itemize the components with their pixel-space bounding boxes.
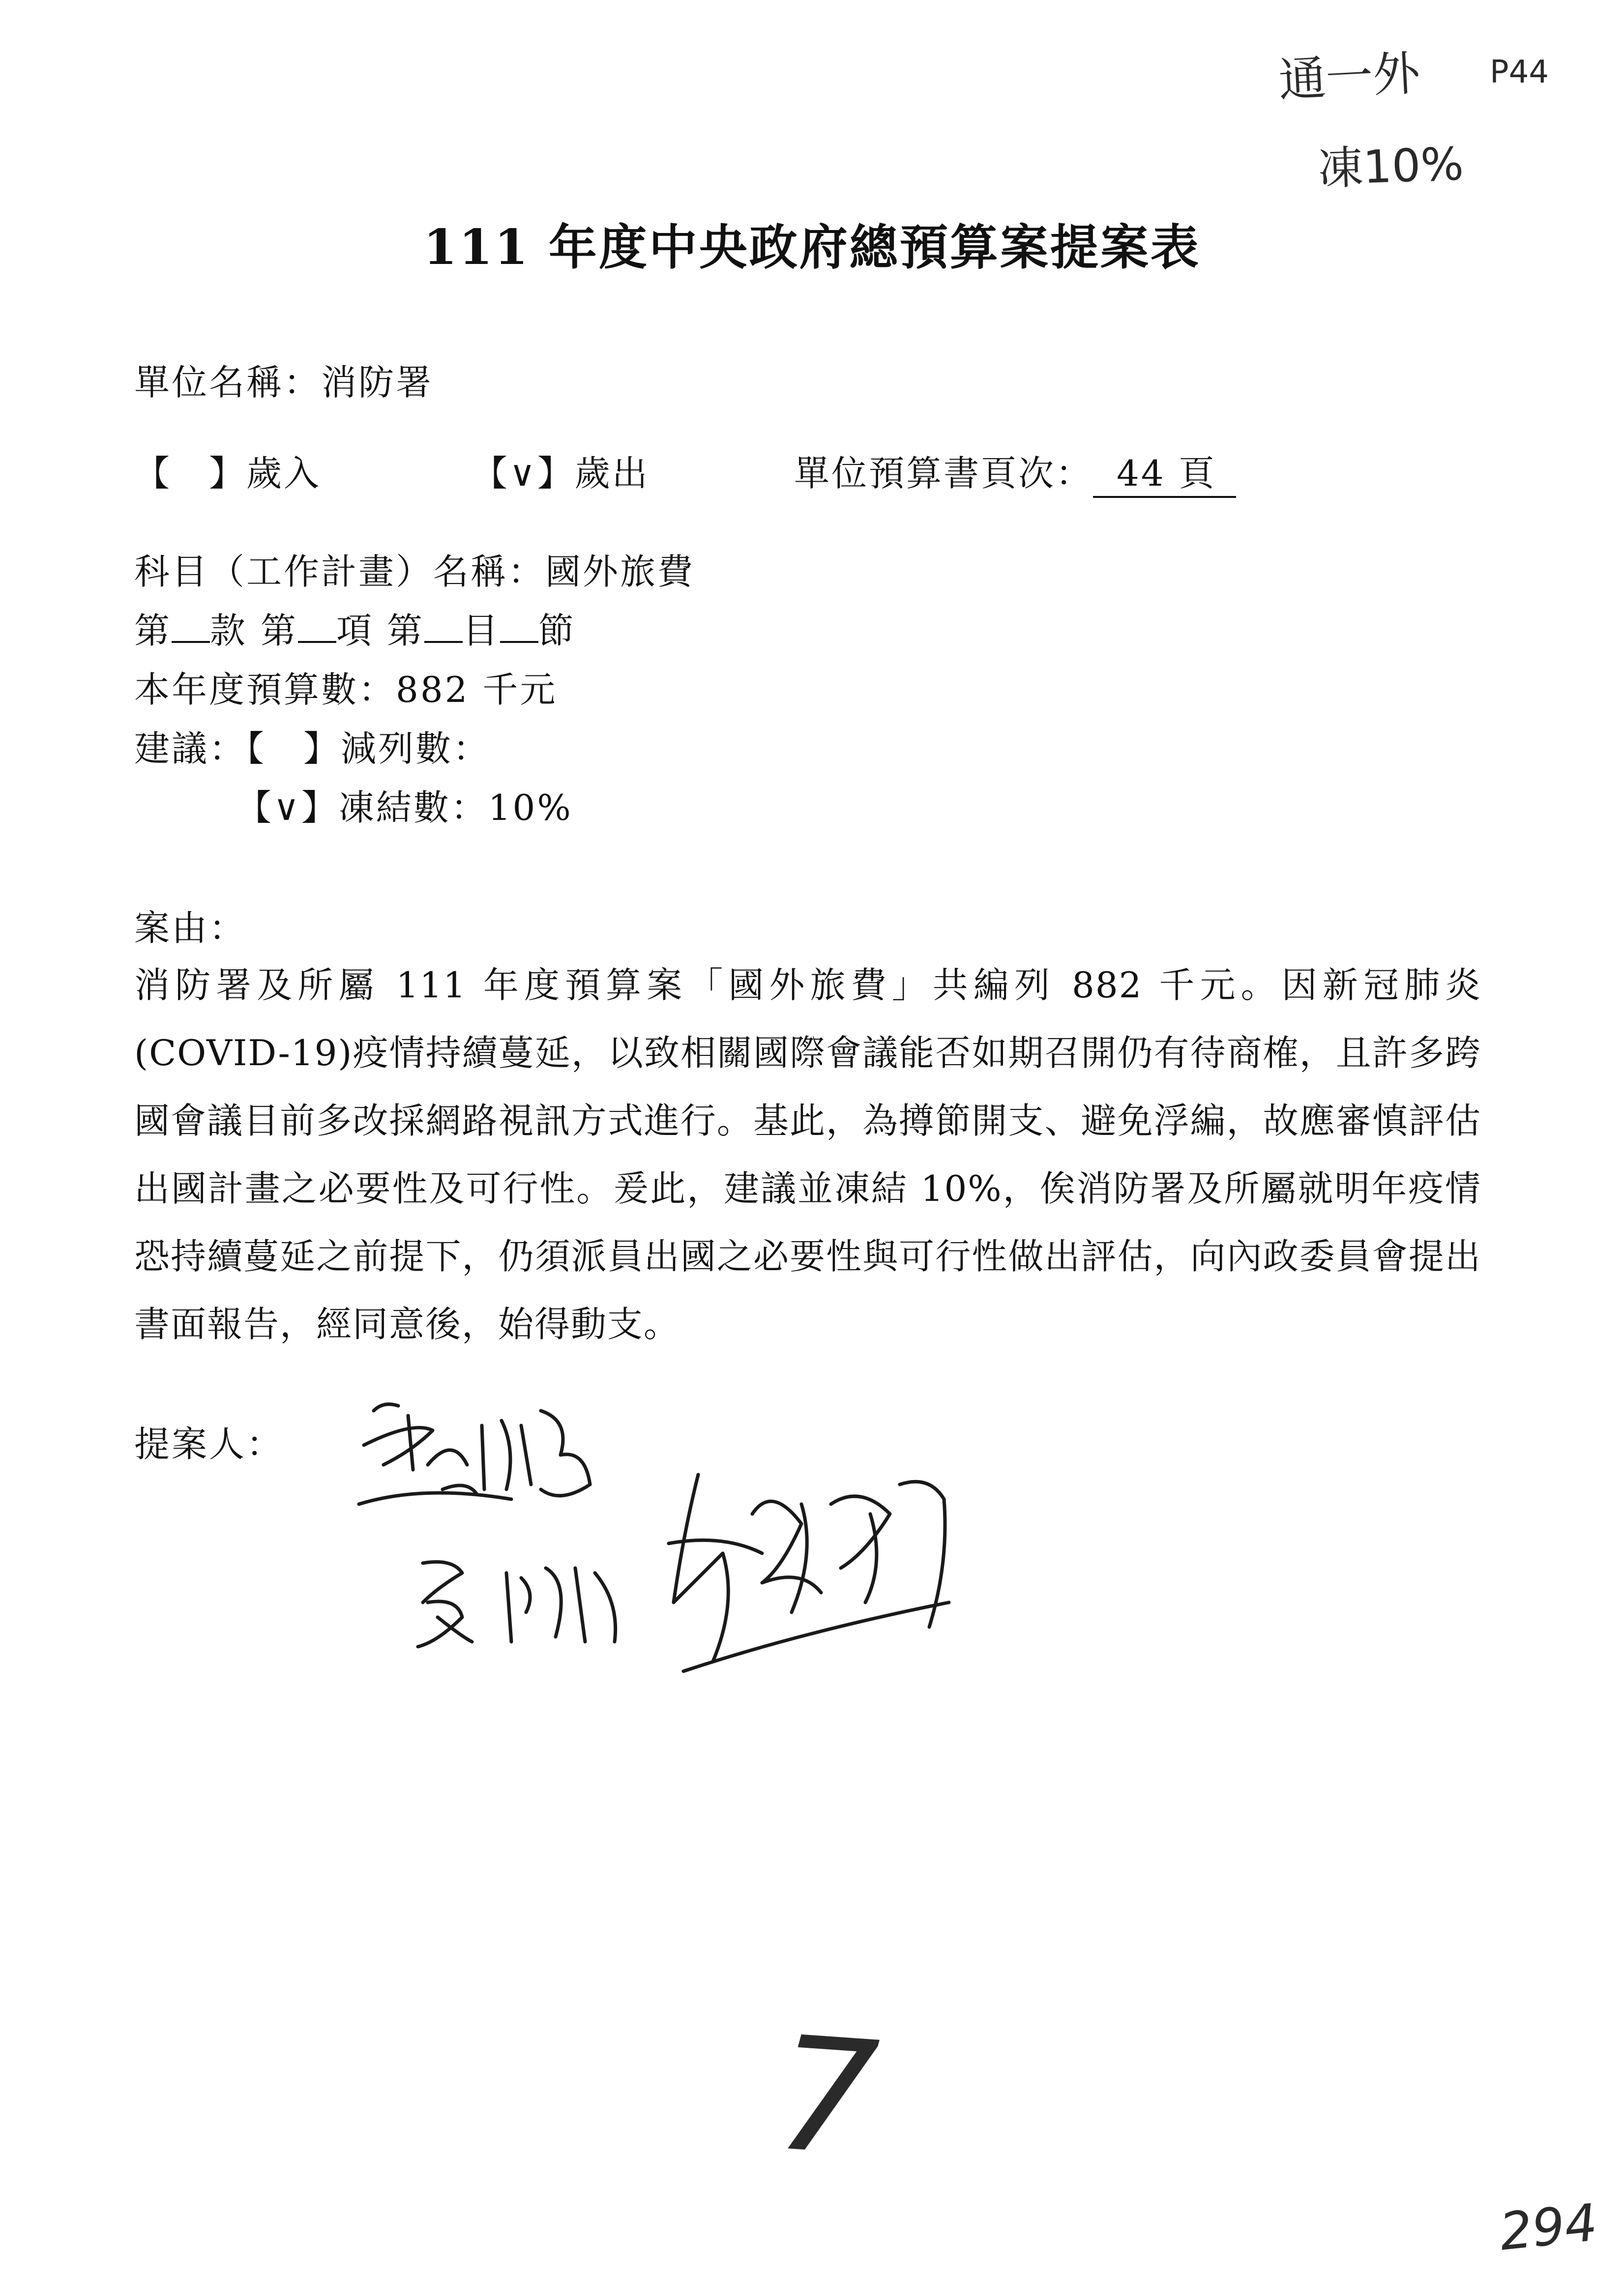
budget-page-label: 單位預算書頁次： xyxy=(794,453,1093,494)
subject-label: 科目（工作計畫）名稱： xyxy=(134,551,546,592)
freeze-value: 10% xyxy=(488,787,573,828)
classification-di-2: 第 xyxy=(260,610,298,651)
handwritten-note-category: 通一外 xyxy=(1277,45,1422,108)
reason-label: 案由： xyxy=(134,907,247,949)
handwritten-note-freeze: 凍10% xyxy=(1317,137,1465,196)
unit-value: 消防署 xyxy=(321,362,434,403)
budget-page-value: 44 頁 xyxy=(1093,445,1236,498)
blank-kuan xyxy=(172,608,210,643)
revenue-label: 歲入 xyxy=(246,453,322,494)
reduce-label: 減列數： xyxy=(341,728,491,769)
subject-row xyxy=(134,543,695,594)
reduce-checkbox: 【 】 xyxy=(246,728,341,769)
classification-row xyxy=(134,602,576,653)
proposer-label: 提案人： xyxy=(134,1424,284,1465)
expense-checkbox-row xyxy=(472,445,650,496)
suggestion-reduce-row xyxy=(134,720,490,771)
reason-text: 消防署及所屬 111 年度預算案「國外旅費」共編列 882 千元。因新冠肺炎(COVID-19)疫情持續蔓延，以致相關國際會議能否如期召開仍有待商榷，且許多跨國會議目前多改採網路視訊方式進行。基此，為撙節開支、避免浮編，故應審慎評估出國計畫之必要性及可行性。爰此，建議並凍結 10%，俟消防署及所屬就明年疫情恐持續蔓延之前提下，仍須派員出國之必要性與可行性做出評估，向內政委員會提出書面報告，經同意後，始得動支。 xyxy=(134,964,1481,1345)
classification-di-1: 第 xyxy=(134,610,172,651)
handwritten-note-page: P44 xyxy=(1490,54,1549,90)
signature-2 xyxy=(408,1543,654,1661)
suggestion-label: 建議： xyxy=(134,728,247,769)
blank-jie xyxy=(500,608,538,643)
signature-3 xyxy=(654,1455,959,1681)
suggestion-freeze-row xyxy=(236,779,573,830)
classification-di-3: 第 xyxy=(386,610,424,651)
budget-row xyxy=(134,661,557,712)
revenue-checkbox-row xyxy=(134,445,321,496)
budget-label: 本年度預算數： xyxy=(134,669,396,710)
blank-xiang xyxy=(298,608,336,643)
handwritten-corner-mark: 294 xyxy=(1497,2192,1600,2263)
classification-jie: 節 xyxy=(538,610,576,651)
signature-1 xyxy=(354,1391,610,1519)
budget-value: 882 千元 xyxy=(396,669,558,710)
budget-page-row xyxy=(794,445,1236,498)
unit-row xyxy=(134,354,433,405)
classification-mu: 目 xyxy=(462,610,500,651)
expense-checkbox: 【∨】 xyxy=(472,453,575,494)
expense-label: 歲出 xyxy=(574,453,650,494)
unit-label: 單位名稱： xyxy=(134,362,322,403)
blank-mu xyxy=(424,608,463,643)
handwritten-page-number: 7 xyxy=(770,2002,884,2192)
revenue-checkbox: 【 】 xyxy=(134,453,247,494)
classification-xiang: 項 xyxy=(336,610,374,651)
freeze-label: 凍結數： xyxy=(338,787,488,828)
subject-value: 國外旅費 xyxy=(545,551,695,592)
freeze-checkbox: 【∨】 xyxy=(236,787,339,828)
classification-kuan: 款 xyxy=(210,610,248,651)
page-title: 111 年度中央政府總預算案提案表 xyxy=(423,219,1201,276)
